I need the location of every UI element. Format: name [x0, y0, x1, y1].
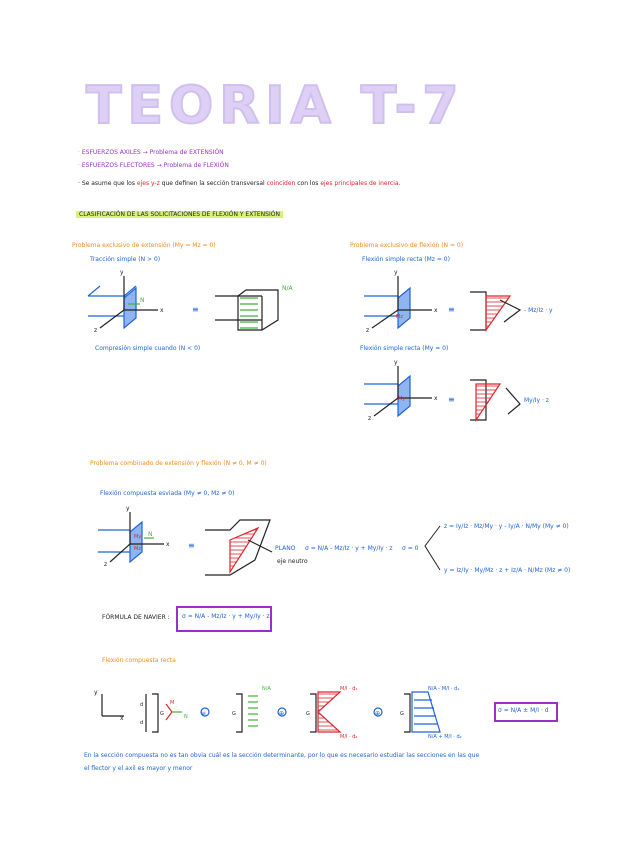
diagram-flexion-2 — [364, 366, 520, 420]
axis-x-4: x — [166, 541, 170, 548]
diagram-traccion-stress — [215, 290, 278, 330]
equiv-5: ≡ — [201, 710, 207, 717]
desc-axiles: Problema de EXTENSIÓN — [149, 149, 224, 156]
axis-y-5: y — [94, 689, 98, 696]
comb-sigma-formula: σ = N/A - Mz/Iz · y + My/Iy · z — [305, 545, 393, 552]
centroid-g-4: G — [400, 711, 404, 717]
branch-brace — [425, 526, 440, 570]
recta-heading: Flexión compuesta recta — [102, 657, 176, 664]
flex-heading: Problema exclusivo de flexión (N = 0) — [350, 242, 464, 249]
formula-f2: My/Iy · z — [524, 397, 549, 404]
flex-recta-my: Flexión simple recta (Mz = 0) — [362, 256, 450, 263]
moment-my-2: My — [134, 534, 142, 540]
comb-plano: PLANO — [275, 545, 296, 552]
page-title: TEORIA T-7 — [86, 76, 465, 136]
dim-d2: d — [140, 720, 144, 726]
term-axiles: ESFUERZOS AXILES — [81, 149, 141, 156]
moment-m: M — [170, 700, 175, 706]
desc-flectores: Problema de FLEXIÓN — [163, 162, 229, 169]
axis-z-4: z — [104, 561, 108, 568]
axis-z-1: z — [94, 327, 98, 334]
moment-my-1: My — [398, 396, 406, 402]
assumption-p5: con los — [297, 180, 319, 187]
diagram-traccion — [88, 276, 158, 328]
ext-compresion: Compresión simple cuando (N < 0) — [95, 345, 201, 352]
term-flectores: ESFUERZOS FLECTORES — [81, 162, 155, 169]
stress-label-2: N/A — [262, 686, 271, 692]
navier-label: FÓRMULA DE NAVIER : — [102, 614, 170, 621]
note-line-2: el flector y el axil es mayor y menor — [84, 765, 193, 772]
assumption-p3: que definen la sección transversal — [161, 180, 265, 187]
axis-z-3: z — [368, 415, 372, 422]
equiv-1: ≡ — [192, 305, 199, 314]
recta-result: σ = N/A ± M/I · d — [498, 707, 549, 714]
centroid-g-3: G — [306, 711, 310, 717]
diagram-recta — [102, 692, 440, 732]
dim-d1: d — [140, 702, 144, 708]
navier-formula: σ = N/A - Mz/Iz · y + My/Iy · z — [182, 613, 270, 620]
equiv-2: ≡ — [448, 305, 455, 314]
comb-esviada: Flexión compuesta esviada (My ≠ 0, Mz ≠ 0) — [100, 490, 235, 497]
diagram-esviada — [98, 512, 272, 575]
plus-2: ⊕ — [375, 710, 381, 717]
arrow-axiles: → — [142, 149, 148, 156]
force-n-1: N — [140, 297, 145, 304]
diagram-flexion-1 — [364, 276, 520, 330]
centroid-g-2: G — [232, 711, 236, 717]
arrow-flectores: → — [156, 162, 162, 169]
axis-x-5: x — [120, 715, 124, 722]
ext-heading: Problema exclusivo de extensión (My = Mz = 0) — [72, 242, 216, 249]
comb-branch-2: y = Iz/Iy · My/Mz · z + Iz/A · N/Mz (Mz ≠ 0) — [444, 567, 571, 574]
stress-md1: M/I · d₁ — [340, 686, 358, 692]
equiv-3: ≡ — [448, 395, 455, 404]
plus-1: ⊕ — [279, 710, 285, 717]
axis-x-3: x — [434, 395, 438, 402]
formula-f1: - Mz/Iz · y — [524, 307, 553, 314]
comb-sigma-zero: σ = 0 — [402, 545, 419, 552]
classification-text: CLASIFICACIÓN DE LAS SOLICITACIONES DE FLEXIÓN Y EXTENSIÓN — [76, 211, 283, 218]
bullet-flectores: · ESFUERZOS FLECTORES → Problema de FLEXIÓN — [78, 162, 229, 169]
axis-y-4: y — [126, 505, 130, 512]
axis-z-2: z — [366, 327, 370, 334]
axis-x-2: x — [434, 307, 438, 314]
comb-eje-neutro: eje neutro — [277, 558, 308, 565]
force-n-3: N — [184, 714, 188, 720]
assumption-p6: ejes principales de inercia. — [320, 180, 401, 187]
comb-branch-1: z = Iy/Iz · Mz/My · y - Iy/A · N/My (My ≠ 0) — [444, 523, 569, 530]
moment-mz-1: Mz — [396, 314, 403, 320]
axis-y-3: y — [394, 359, 398, 366]
axis-x-1: x — [160, 307, 164, 314]
stress-c2: N/A + M/I · d₂ — [428, 734, 462, 740]
note-line-1: En la sección compuesta no es tan obvia cuál es la sección determinante, por lo que es necesario estudiar las secciones en las que — [84, 752, 480, 759]
axis-y-2: y — [394, 269, 398, 276]
bullet-axiles: · ESFUERZOS AXILES → Problema de EXTENSIÓN — [78, 149, 224, 156]
stress-md2: M/I · d₂ — [340, 734, 358, 740]
stress-label-1: N/A — [282, 285, 293, 292]
assumption-p1: Se asume que los — [81, 180, 135, 187]
moment-mz-2: Mz — [134, 546, 141, 552]
assumption-p2: ejes y-z — [136, 180, 160, 187]
axis-y-1: y — [120, 269, 124, 276]
assumption-p4: coinciden — [266, 180, 296, 187]
ext-traccion: Tracción simple (N > 0) — [90, 256, 161, 263]
stress-c1: N/A - M/I · d₁ — [428, 686, 460, 692]
equiv-4: ≡ — [188, 541, 195, 550]
force-n-2: N — [148, 531, 153, 538]
flex-recta-mz: Flexión simple recta (My = 0) — [360, 345, 449, 352]
centroid-g-1: G — [160, 711, 164, 717]
comb-heading: Problema combinado de extensión y flexión (N ≠ 0, M ≠ 0) — [90, 460, 267, 467]
assumption-line: · Se asume que los ejes y-z que definen la sección transversal coinciden con los ejes principales de inercia. — [78, 180, 401, 187]
